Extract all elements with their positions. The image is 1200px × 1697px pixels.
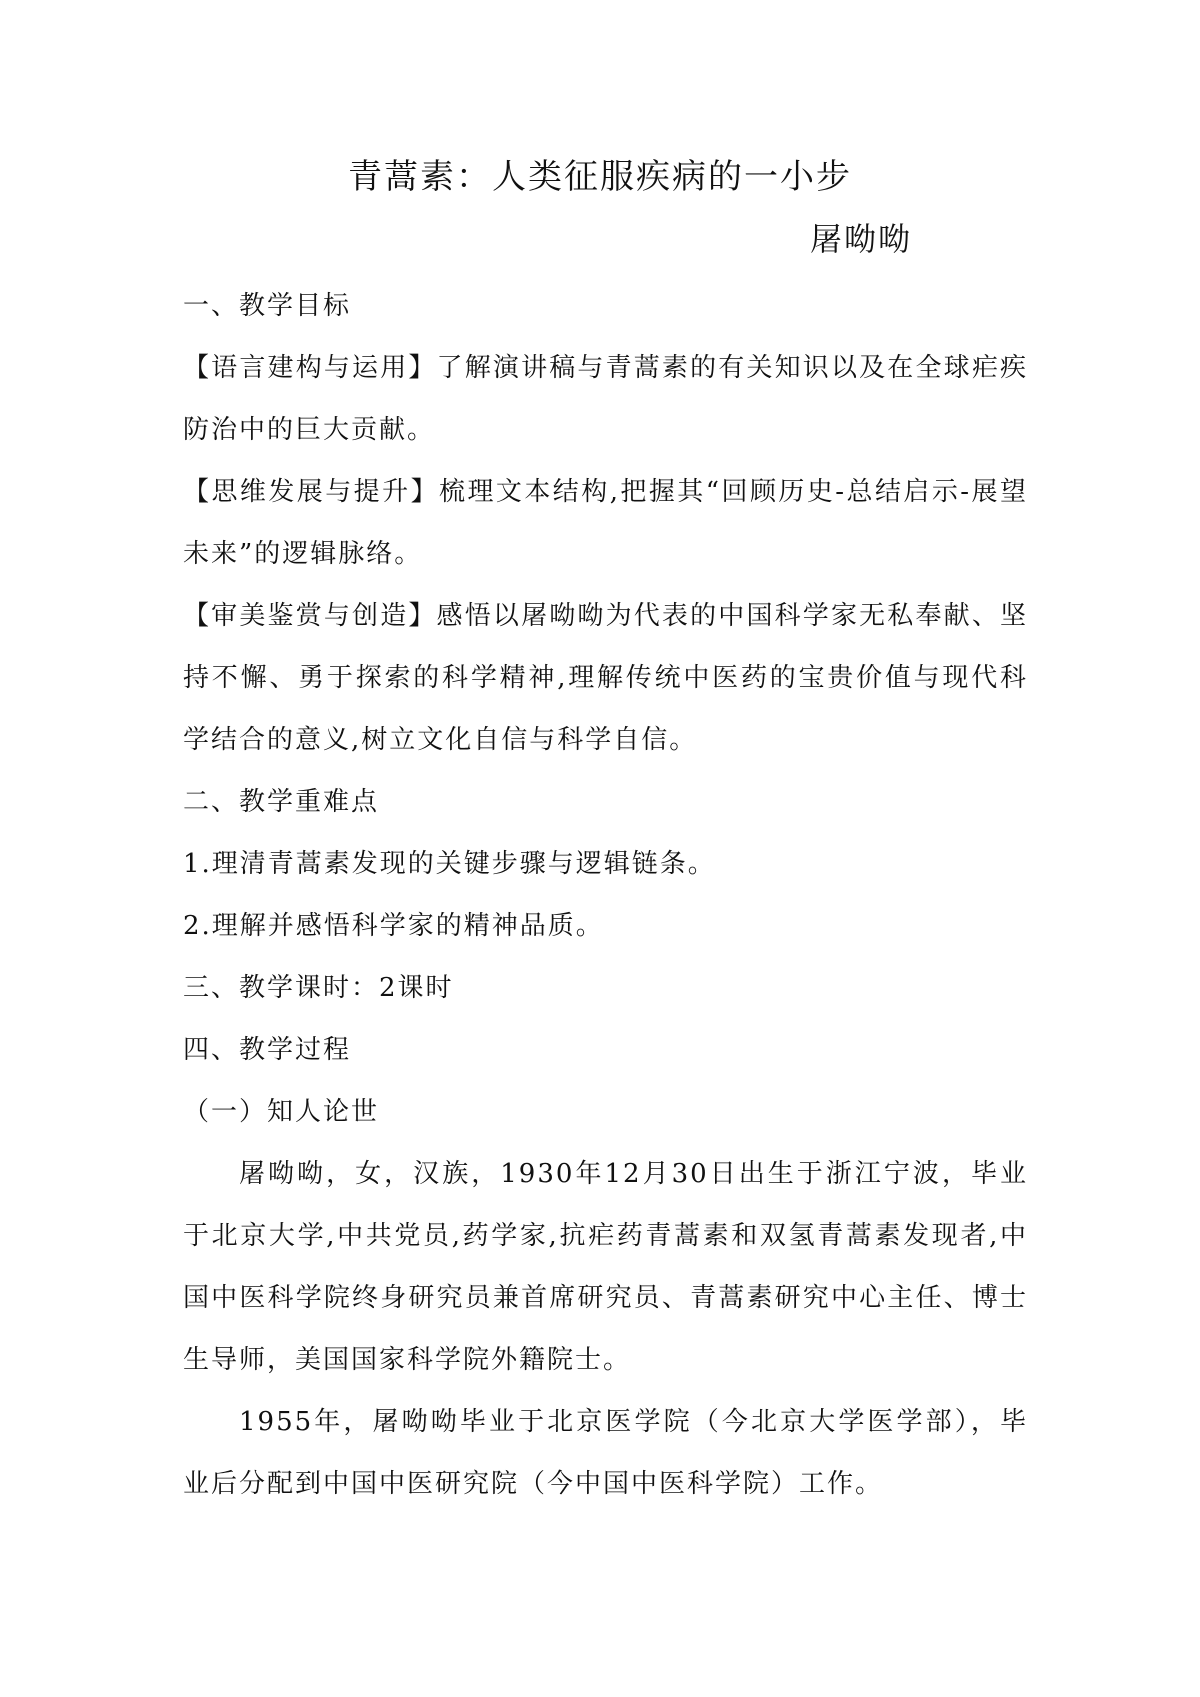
section-heading-teaching-goals: 一、教学目标 (183, 291, 352, 321)
subsection-heading-background: （一）知人论世 (183, 1097, 380, 1127)
section-heading-class-hours: 三、教学课时：2课时 (183, 973, 454, 1003)
key-point-2: 2.理解并感悟科学家的精神品质。 (183, 911, 604, 941)
document-body (183, 275, 1028, 1515)
biography-paragraph: 屠呦呦，女，汉族，1930年12月30日出生于浙江宁波，毕业于北京大学,中共党员,药学家,抗疟药青蒿素和双氢青蒿素发现者,中国中医科学院终身研究员兼首席研究员、青蒿素研究中心主任、博士生导师，美国国家科学院外籍院士。 (183, 1159, 1028, 1375)
goal-thinking: 【思维发展与提升】梳理文本结构,把握其“回顾历史-总结启示-展望未来”的逻辑脉络。 (183, 477, 1028, 569)
career-paragraph: 1955年，屠呦呦毕业于北京医学院（今北京大学医学部），毕业后分配到中国中医研究院（今中国中医科学院）工作。 (183, 1407, 1028, 1499)
document-author: 屠呦呦 (809, 220, 912, 258)
key-point-1: 1.理清青蒿素发现的关键步骤与逻辑链条。 (183, 849, 716, 879)
section-heading-key-points: 二、教学重难点 (183, 787, 380, 817)
goal-aesthetic: 【审美鉴赏与创造】感悟以屠呦呦为代表的中国科学家无私奉献、坚持不懈、勇于探索的科学精神,理解传统中医药的宝贵价值与现代科学结合的意义,树立文化自信与科学自信。 (183, 601, 1028, 755)
section-heading-teaching-process: 四、教学过程 (183, 1035, 352, 1065)
document-title: 青蒿素：人类征服疾病的一小步 (348, 157, 852, 197)
goal-language: 【语言建构与运用】了解演讲稿与青蒿素的有关知识以及在全球疟疾防治中的巨大贡献。 (183, 353, 1028, 445)
